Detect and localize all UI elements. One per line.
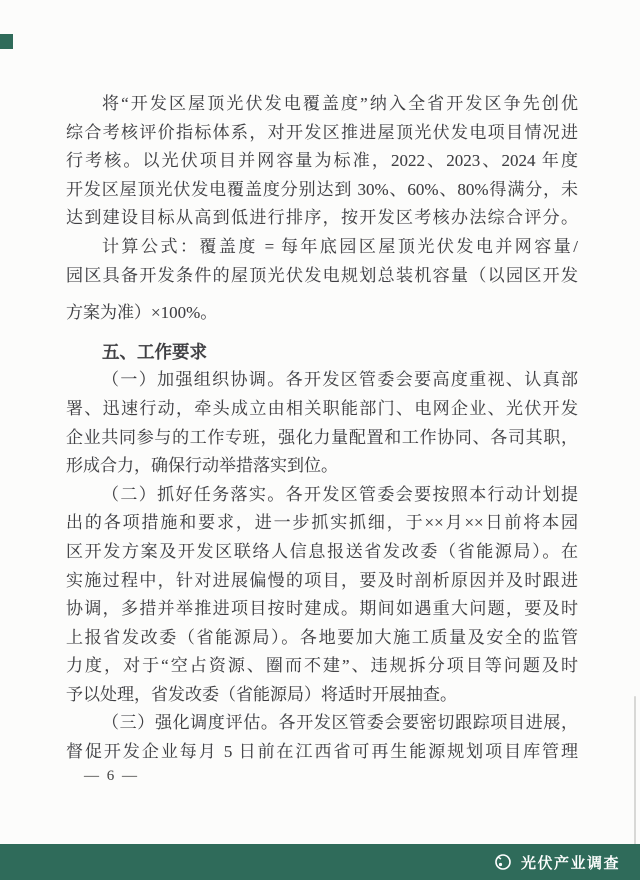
text-line: 综合考核评价指标体系，对开发区推进屋顶光伏发电项目情况进 (66, 122, 578, 142)
paragraph-item-3 (66, 709, 578, 766)
text-line: （二）抓好任务落实。各开发区管委会要按照本行动计划提 (102, 484, 578, 504)
text-line: 区开发方案及开发区联络人信息报送省发改委（省能源局）。在 (66, 541, 578, 561)
text-line: 开发区屋顶光伏发电覆盖度分别达到 30%、60%、80%得满分，未 (66, 179, 578, 199)
paragraph-coverage-assessment (66, 90, 578, 233)
brand-footer (0, 844, 640, 880)
text-line: （三）强化调度评估。各开发区管委会要密切跟踪项目进展， (102, 713, 578, 733)
text-line: 企业共同参与的工作专班，强化力量配置和工作协同、各司其职， (66, 427, 578, 447)
paragraph-item-1 (66, 366, 578, 480)
text-line: 督促开发企业每月 5 日前在江西省可再生能源规划项目库管理 (66, 742, 578, 762)
text-line: 方案为准）×100%。 (66, 303, 218, 323)
text-line: 力度，对于“空占资源、圈而不建”、违规拆分项目等问题及时 (66, 656, 578, 676)
document-body (66, 90, 578, 767)
section-heading-work-requirements: 五、工作要求 (102, 341, 207, 362)
text-line: 达到建设目标从高到低进行排序，按开发区考核办法综合评分。 (66, 208, 578, 228)
text-line: （一）加强组织协调。各开发区管委会要高度重视、认真部 (102, 370, 578, 390)
text-line: 计算公式：覆盖度 = 每年底园区屋顶光伏发电并网容量/ (102, 236, 578, 256)
paragraph-item-2 (66, 481, 578, 710)
text-line: 实施过程中，针对进展偏慢的项目，要及时剖析原因并及时跟进 (66, 570, 578, 590)
text-line: 形成合力，确保行动举措落实到位。 (66, 456, 338, 476)
text-line: 园区具备开发条件的屋顶光伏发电规划总装机容量（以园区开发 (66, 265, 578, 285)
corner-accent-mark (0, 34, 13, 49)
text-line: 上报省发改委（省能源局）。各地要加大施工质量及安全的监管 (66, 627, 578, 647)
text-line: 出的各项措施和要求，进一步抓实抓细，于××月××日前将本园 (66, 513, 578, 533)
text-line: 予以处理，省发改委（省能源局）将适时开展抽查。 (66, 684, 457, 704)
brand-footer-content (493, 852, 620, 873)
text-line: 将“开发区屋顶光伏发电覆盖度”纳入全省开发区争先创优 (102, 94, 578, 113)
text-line: 行考核。以光伏项目并网容量为标准，2022、2023、2024 年度 (66, 151, 578, 171)
brand-footer-label: 光伏产业调查 (520, 854, 620, 872)
text-line: 协调，多措并举推进项目按时建成。期间如遇重大问题，要及时 (66, 599, 578, 619)
page-number: — 6 — (84, 768, 139, 784)
text-line: 署、迅速行动，牵头成立由相关职能部门、电网企业、光伏开发 (66, 398, 578, 418)
magnifier-circle-icon (493, 852, 513, 872)
paragraph-formula (66, 233, 578, 328)
scan-edge-shadow (634, 696, 636, 846)
